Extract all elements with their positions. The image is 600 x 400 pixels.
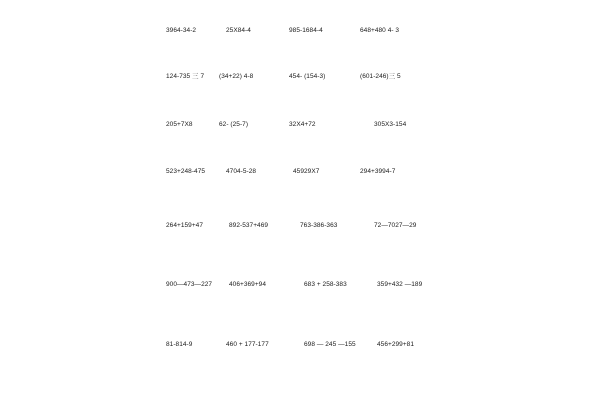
problem-row-7 bbox=[0, 339, 600, 351]
problem-row-2 bbox=[0, 71, 600, 83]
math-problem: 45929X7 bbox=[293, 168, 320, 175]
math-problem: (34+22) 4-8 bbox=[219, 73, 254, 80]
math-problem: 985-1684-4 bbox=[289, 27, 323, 34]
math-problem: 264+159+47 bbox=[166, 222, 204, 229]
math-problem: 892-537+469 bbox=[229, 222, 269, 229]
math-problem: 124-735 三 7 bbox=[166, 73, 205, 80]
math-problem: 294+3994-7 bbox=[360, 168, 396, 175]
math-problem: 460 + 177-177 bbox=[226, 341, 269, 348]
math-problem: 406+369+94 bbox=[229, 281, 267, 288]
math-problem: 72—7027—29 bbox=[374, 222, 417, 229]
math-problem: 683 + 258-383 bbox=[304, 281, 347, 288]
math-problem: 359+432 —189 bbox=[377, 281, 423, 288]
math-problem: 454- (154-3) bbox=[289, 73, 326, 80]
math-problem: 698 — 245 —155 bbox=[304, 341, 356, 348]
math-problem: 763-386-363 bbox=[300, 222, 338, 229]
problem-row-3 bbox=[0, 119, 600, 131]
math-problem: 648+480 4- 3 bbox=[360, 27, 400, 34]
math-problem: 62- (25-7) bbox=[219, 121, 249, 128]
problem-row-4 bbox=[0, 166, 600, 178]
math-problem: 32X4+72 bbox=[289, 121, 316, 128]
math-problem: 305X3-154 bbox=[374, 121, 407, 128]
problem-row-6 bbox=[0, 279, 600, 291]
problem-row-1 bbox=[0, 25, 600, 37]
math-problem: 900—473—227 bbox=[166, 281, 213, 288]
math-problem: 456+299+81 bbox=[377, 341, 415, 348]
math-problem: 3964-34-2 bbox=[166, 27, 197, 34]
math-problem: 523+248-475 bbox=[166, 168, 206, 175]
math-problem: 4704-5-28 bbox=[226, 168, 257, 175]
math-problem: (601-246)三 5 bbox=[360, 73, 401, 80]
math-problem: 205+7X8 bbox=[166, 121, 193, 128]
math-problem: 25X84-4 bbox=[226, 27, 251, 34]
math-problem: 81-814-9 bbox=[166, 341, 193, 348]
problem-row-5 bbox=[0, 220, 600, 232]
